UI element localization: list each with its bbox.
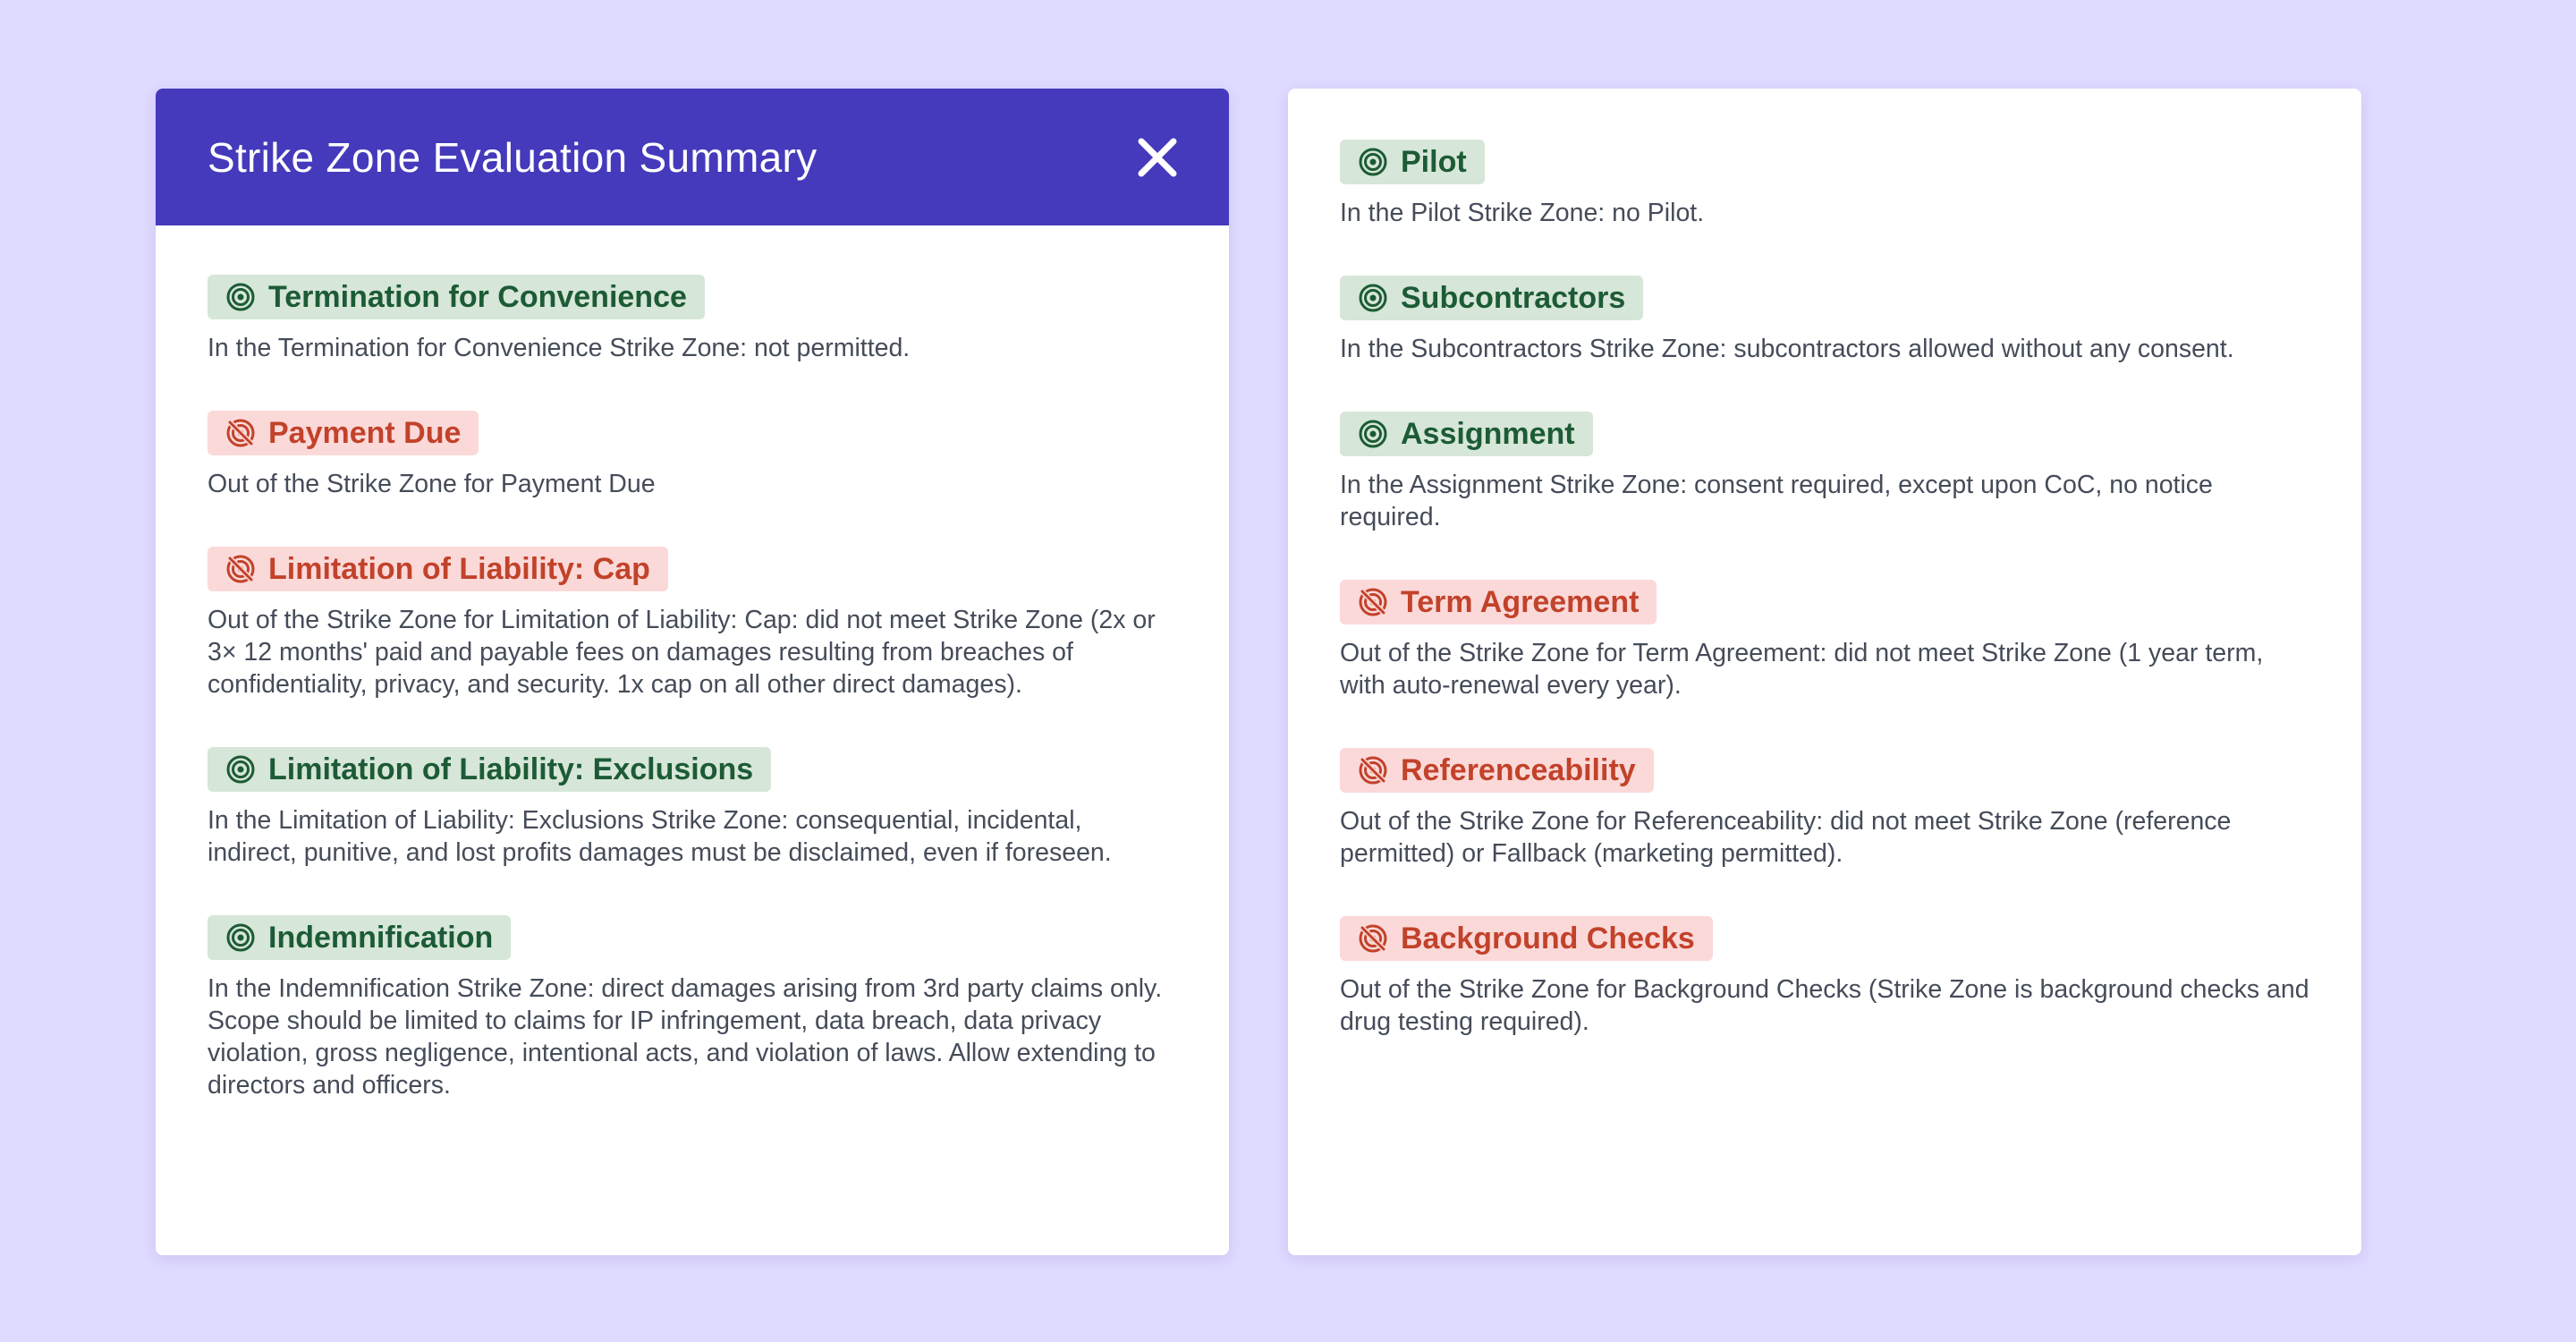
clause-title: Pilot [1401, 144, 1467, 179]
clause-title: Referenceability [1401, 752, 1636, 787]
clause-item [208, 411, 1177, 500]
clause-item [208, 915, 1177, 1101]
target-off-icon [1358, 923, 1388, 954]
clause-status-badge [1340, 580, 1657, 624]
clause-item [1340, 276, 2309, 365]
clause-item [208, 275, 1177, 364]
clause-description: Out of the Strike Zone for Background Checks (Strike Zone is background checks and drug testing required). [1340, 975, 2309, 1036]
clause-title: Limitation of Liability: Cap [268, 551, 650, 586]
clause-description: In the Termination for Convenience Strike Zone: not permitted. [208, 334, 911, 362]
clause-description: In the Pilot Strike Zone: no Pilot. [1340, 199, 1705, 227]
clause-status-badge [1340, 140, 1485, 184]
target-icon [225, 754, 256, 785]
clause-description: Out of the Strike Zone for Referenceability: did not meet Strike Zone (reference permitted) or Fallback (marketing permitted). [1340, 807, 2232, 868]
clause-description: In the Assignment Strike Zone: consent required, except upon CoC, no notice required. [1340, 471, 2213, 531]
clause-item [1340, 916, 2309, 1038]
clause-title: Termination for Convenience [268, 279, 687, 314]
clause-title: Background Checks [1401, 921, 1695, 956]
clause-description: Out of the Strike Zone for Term Agreement: did not meet Strike Zone (1 year term, with auto-renewal every year). [1340, 639, 2264, 700]
clause-status-badge [208, 411, 479, 455]
clause-description: Out of the Strike Zone for Payment Due [208, 470, 656, 498]
clause-description: Out of the Strike Zone for Limitation of Liability: Cap: did not meet Strike Zone (2x or 3× 12 months' paid and payable fees on damages resulting from breaches of confidentiality, privacy, and security. 1x cap on all other direct damages). [208, 606, 1156, 699]
target-icon [1358, 419, 1388, 449]
clause-status-badge [208, 747, 771, 792]
close-button[interactable] [1131, 131, 1184, 184]
left-clause-list [156, 225, 1229, 1101]
clause-status-badge [1340, 748, 1654, 793]
close-icon [1137, 137, 1178, 178]
clause-status-badge [208, 915, 511, 960]
target-icon [1358, 283, 1388, 313]
right-clause-list [1340, 140, 2309, 1038]
target-off-icon [1358, 755, 1388, 786]
summary-dialog [156, 89, 1229, 1255]
clause-status-badge [1340, 916, 1713, 961]
clause-status-badge [1340, 276, 1643, 320]
right-clause-panel [1288, 89, 2361, 1255]
target-icon [225, 922, 256, 953]
clause-description: In the Subcontractors Strike Zone: subcontractors allowed without any consent. [1340, 335, 2234, 363]
clause-item [208, 547, 1177, 701]
clause-item [1340, 580, 2309, 701]
clause-description: In the Indemnification Strike Zone: direct damages arising from 3rd party claims only. Scope should be limited to claims for IP infringement, data breach, data privacy violation, gross negligence, intentional acts, and violation of laws. Allow extending to directors and officers. [208, 974, 1163, 1100]
clause-title: Subcontractors [1401, 280, 1626, 315]
clause-title: Term Agreement [1401, 584, 1640, 619]
clause-item [208, 747, 1177, 869]
target-off-icon [1358, 587, 1388, 617]
target-icon [225, 282, 256, 312]
clause-title: Assignment [1401, 416, 1575, 451]
clause-item [1340, 748, 2309, 870]
clause-status-badge [208, 275, 705, 319]
clause-title: Indemnification [268, 920, 494, 955]
dialog-title: Strike Zone Evaluation Summary [208, 133, 818, 181]
dialog-header [156, 89, 1229, 225]
clause-description: In the Limitation of Liability: Exclusions Strike Zone: consequential, incidental, indirect, punitive, and lost profits damages must be disclaimed, even if foreseen. [208, 806, 1112, 867]
target-off-icon [225, 418, 256, 448]
target-off-icon [225, 554, 256, 584]
clause-status-badge [208, 547, 668, 591]
clause-item [1340, 140, 2309, 229]
clause-item [1340, 412, 2309, 533]
clause-title: Limitation of Liability: Exclusions [268, 752, 754, 786]
target-icon [1358, 147, 1388, 177]
clause-status-badge [1340, 412, 1593, 456]
clause-title: Payment Due [268, 415, 462, 450]
